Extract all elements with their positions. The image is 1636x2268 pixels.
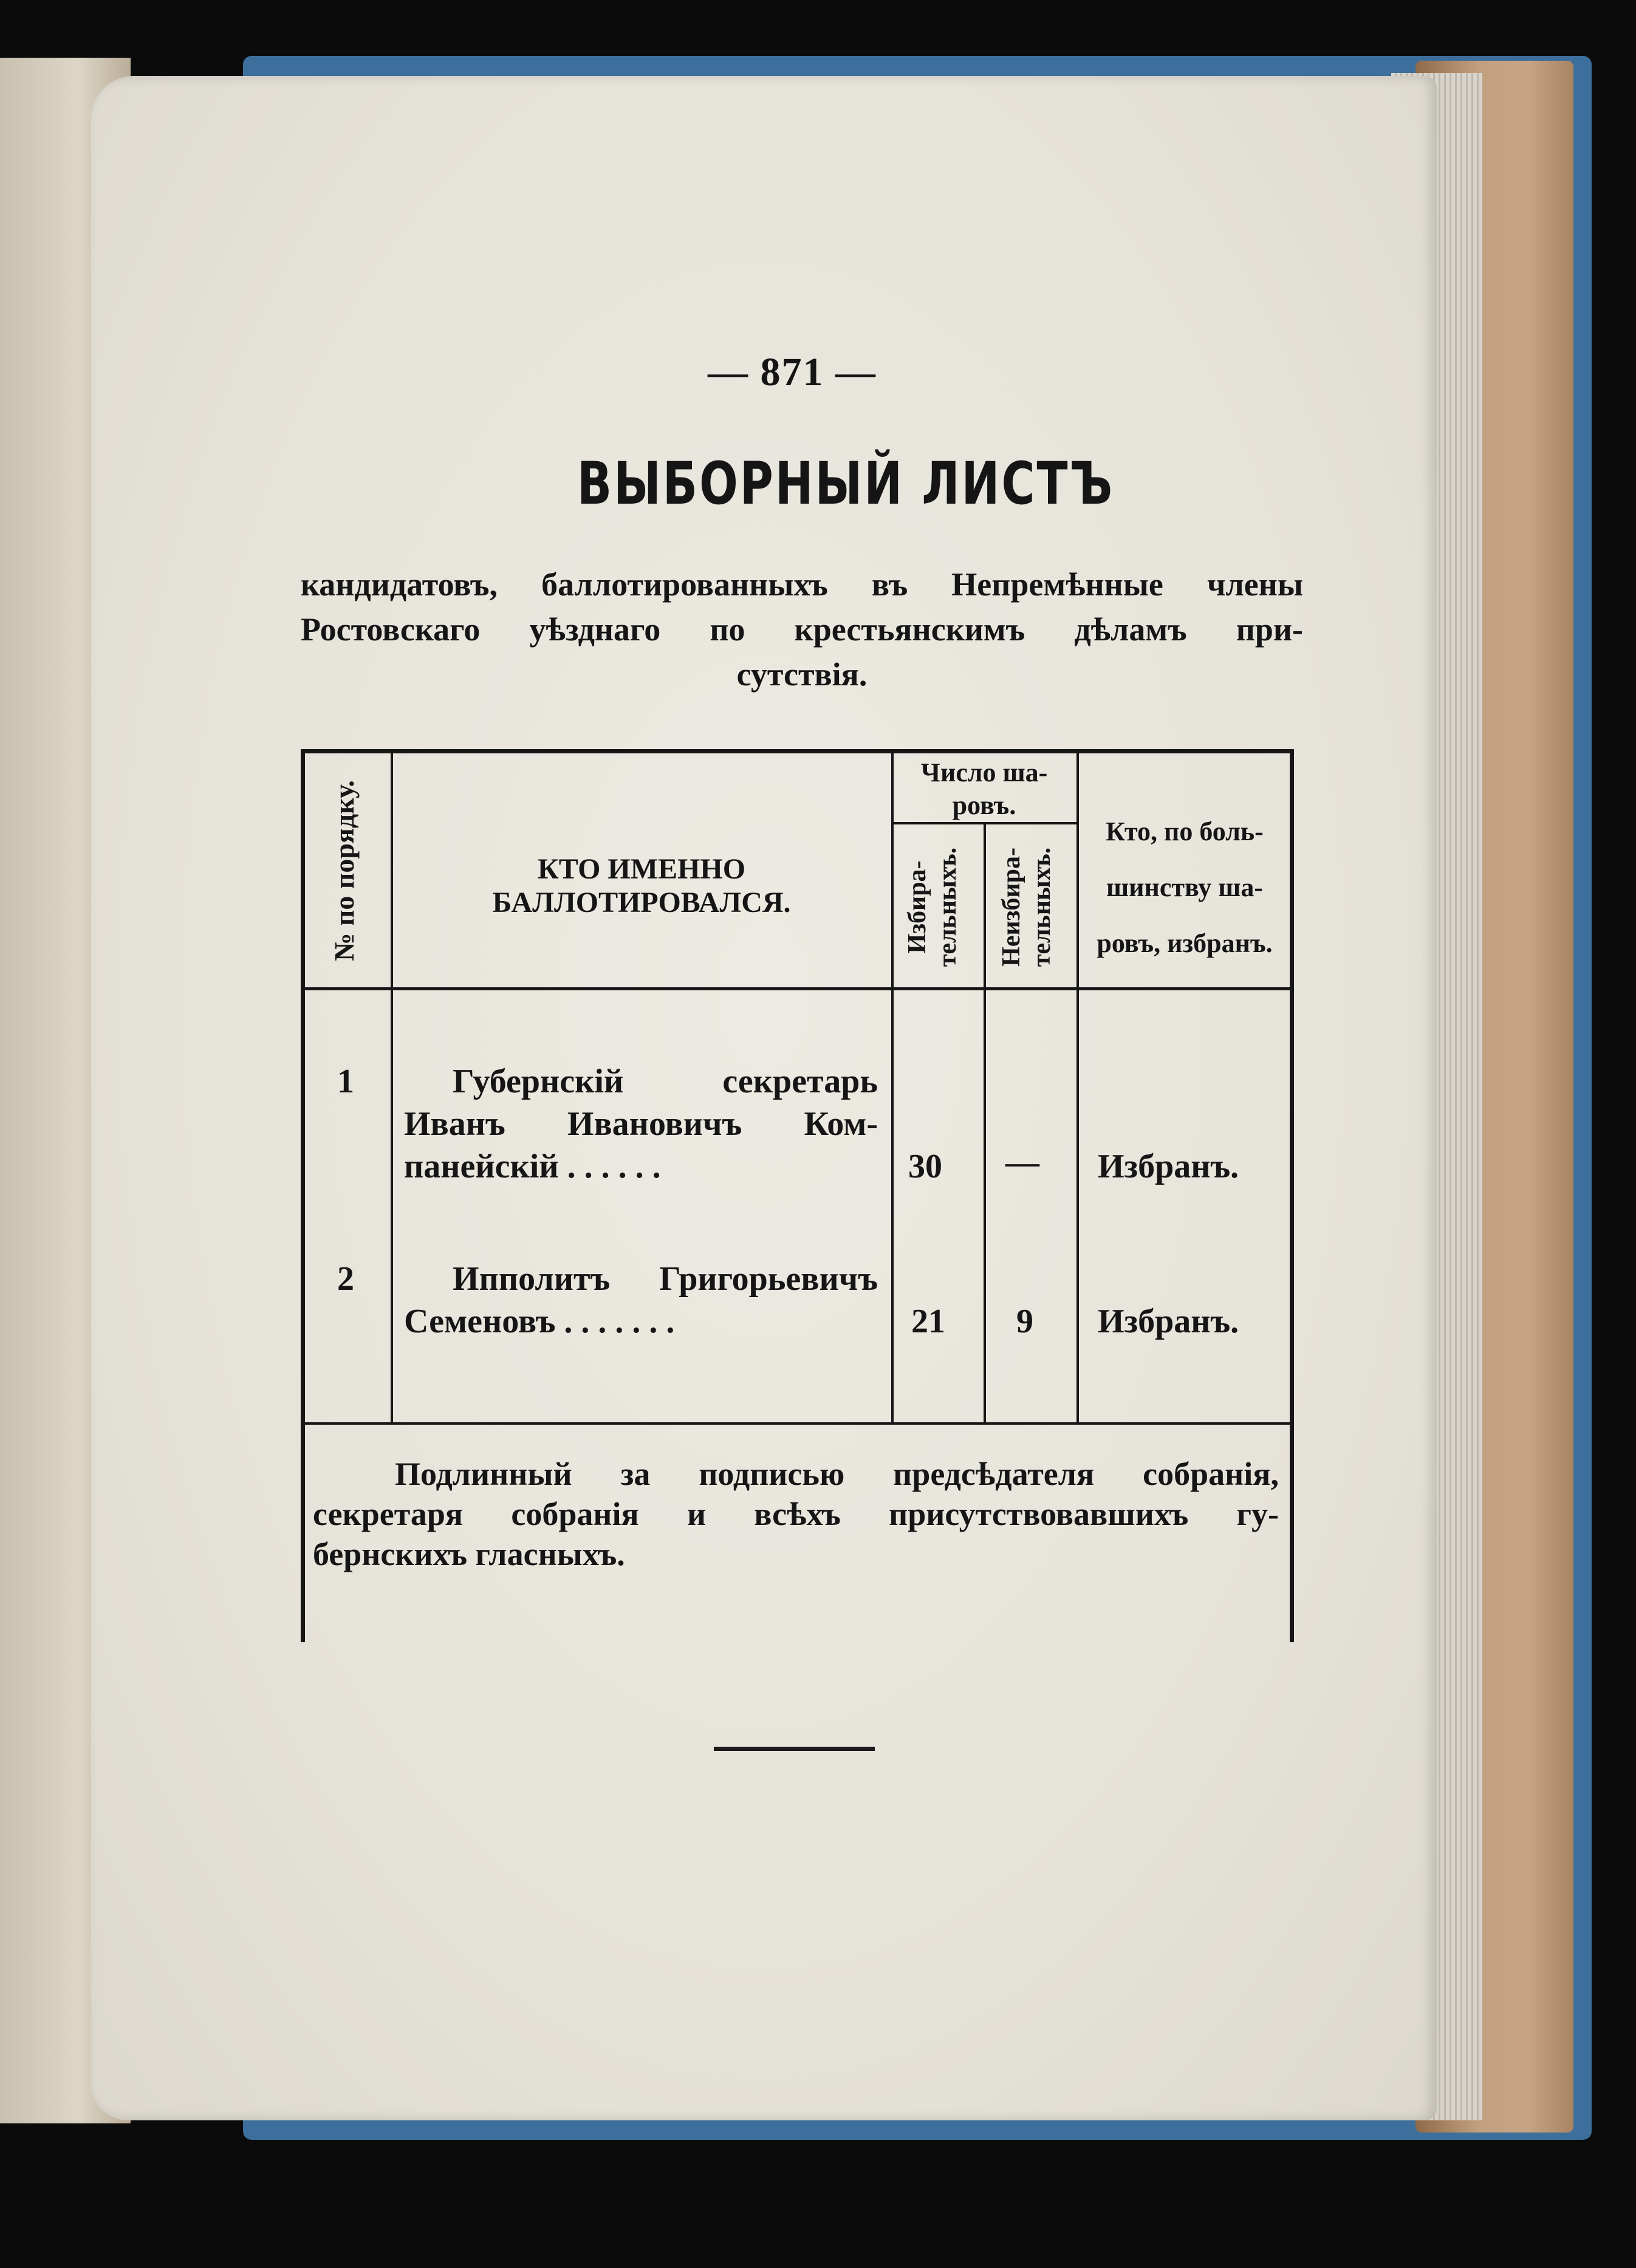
- row-2-name-line: Семеновъ . . . . . . .: [404, 1303, 675, 1340]
- body-bottom-rule: [301, 1422, 1294, 1425]
- row-1-balls-against: —: [1005, 1143, 1039, 1181]
- header-number: № по порядку.: [329, 780, 360, 961]
- ballot-table: [301, 749, 1294, 1642]
- table-top-border: [301, 749, 1294, 753]
- row-2-name-line: Ипполитъ Григорьевичъ: [453, 1260, 878, 1298]
- table-footer-note: [313, 1454, 1279, 1574]
- row-2-result: Избранъ.: [1098, 1303, 1239, 1340]
- row-1-name-line: панейскій . . . . . .: [404, 1148, 661, 1185]
- row-1-name-line: Иванъ Ивановичъ Ком-: [404, 1105, 878, 1143]
- header-who: КТО ИМЕННО БАЛЛОТИРОВАЛСЯ.: [492, 853, 791, 919]
- header-bottom-rule: [301, 987, 1294, 990]
- intro-line: кандидатовъ, баллотированныхъ въ Непремѣнные члены: [301, 566, 1303, 603]
- col-divider: [984, 822, 986, 1422]
- col-divider: [391, 749, 393, 1422]
- intro-line: Ростовскаго уѣзднаго по крестьянскимъ дѣламъ при-: [301, 611, 1303, 648]
- page-number: — 871 —: [708, 350, 877, 394]
- row-2-number: 2: [337, 1260, 354, 1298]
- document-title: ВЫБОРНЫЙ ЛИСТЪ: [577, 450, 1115, 518]
- header-balls-for: Избира- тельныхъ.: [903, 847, 962, 967]
- row-1-balls-for: 30: [908, 1148, 942, 1185]
- header-balls-group: Число ша- ровъ.: [920, 758, 1048, 820]
- book-page: [91, 76, 1437, 2120]
- footer-line: секретаря собранія и всѣхъ присутствовавшихъ гу-: [313, 1496, 1279, 1532]
- closing-rule: [714, 1747, 875, 1751]
- header-balls-against: Неизбира- тельныхъ.: [998, 847, 1056, 967]
- col-divider: [891, 749, 894, 1422]
- table-left-border: [301, 749, 305, 1642]
- row-1-result: Избранъ.: [1098, 1148, 1239, 1185]
- row-1-name-line: Губернскій секретарь: [453, 1063, 878, 1100]
- footer-line: бернскихъ гласныхъ.: [313, 1536, 625, 1572]
- col-divider: [1076, 749, 1079, 1422]
- row-1-number: 1: [337, 1063, 354, 1100]
- row-2-balls-for: 21: [911, 1303, 945, 1340]
- intro-line: сутствія.: [736, 656, 868, 693]
- table-right-border: [1290, 749, 1294, 1642]
- footer-line: Подлинный за подписью предсѣдателя собранія,: [395, 1456, 1279, 1492]
- header-elected: Кто, по боль- шинству ша- ровъ, избранъ.: [1097, 817, 1273, 958]
- intro-paragraph: [301, 562, 1303, 697]
- row-2-balls-against: 9: [1016, 1303, 1033, 1340]
